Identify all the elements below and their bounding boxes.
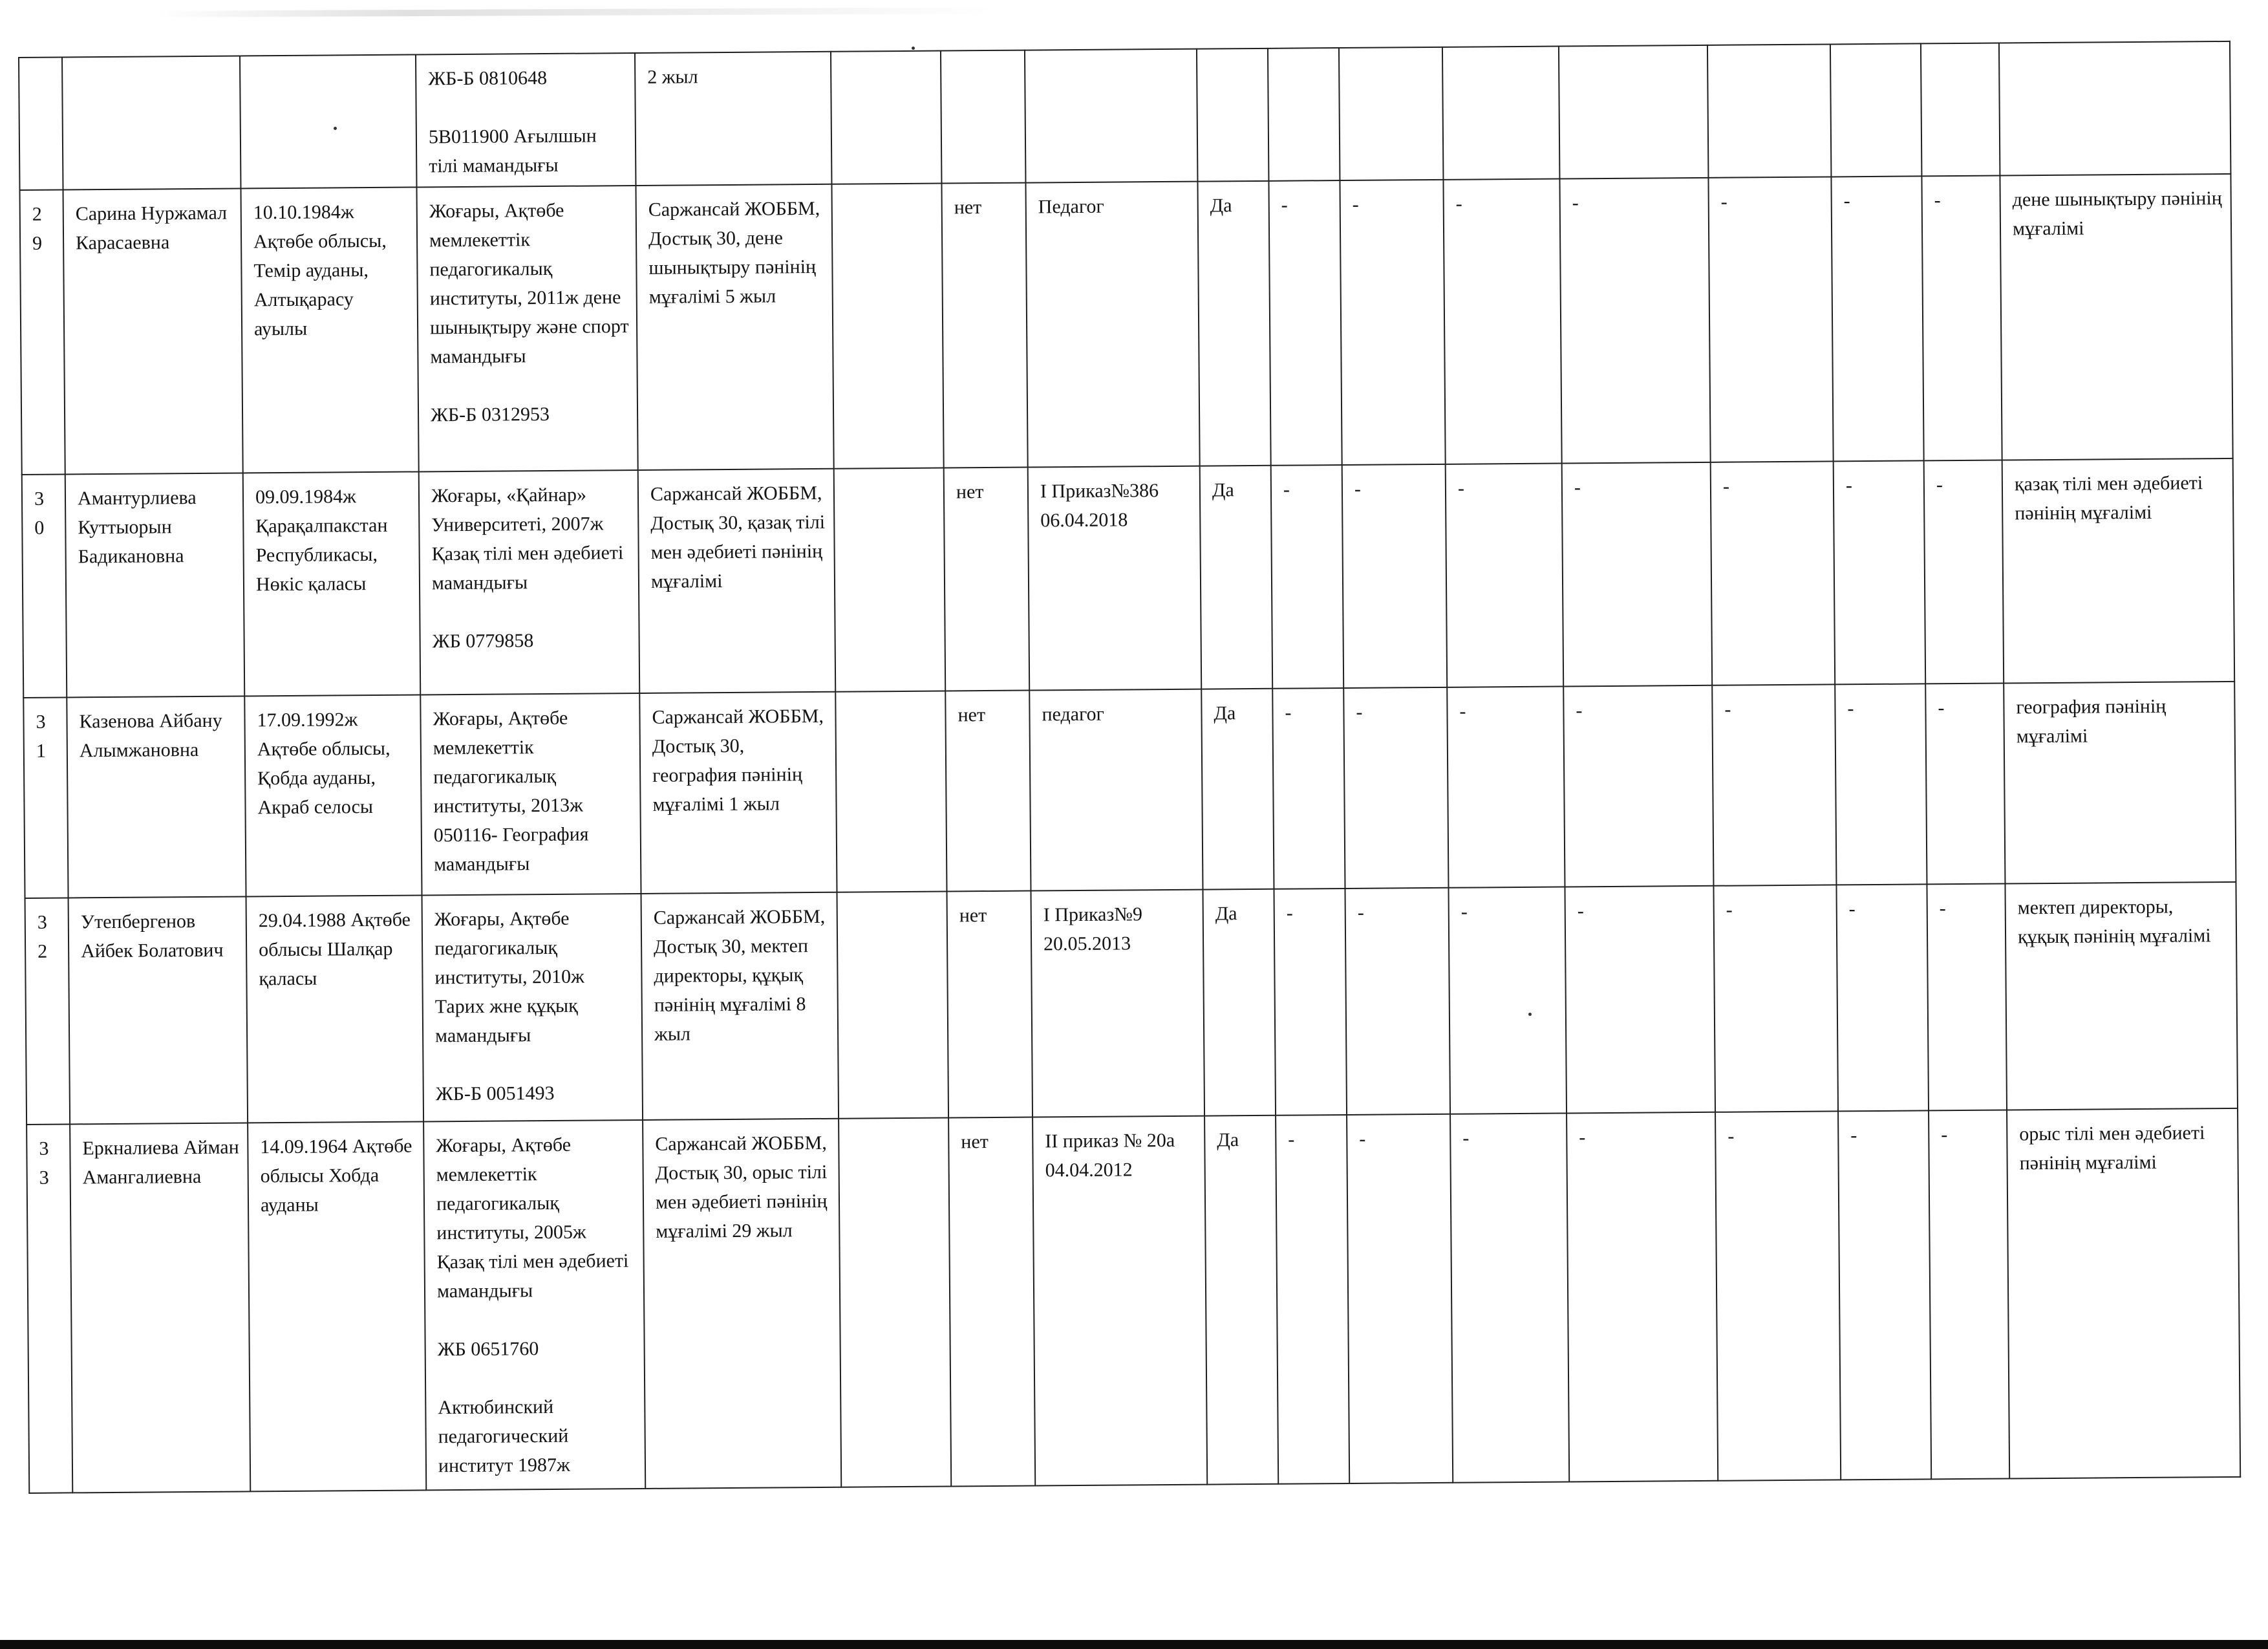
cell-dash: -: [1713, 885, 1838, 1112]
cell-category: II приказ № 20а 04.04.2012: [1032, 1116, 1207, 1486]
cell-empty: [941, 50, 1025, 184]
cell-dash: -: [1708, 177, 1833, 462]
cell-birth: [240, 54, 416, 188]
cell-category: Педагог: [1025, 182, 1199, 468]
table-row: [27, 1108, 2240, 1493]
cell-dash: -: [1831, 176, 1923, 461]
cell-category: педагог: [1029, 689, 1203, 891]
cell-dash: -: [1446, 464, 1564, 687]
cell-empty: [831, 184, 943, 469]
cell-name: Сарина Нуржамал Карасаевна: [63, 188, 243, 474]
cell-status: нет: [941, 183, 1027, 468]
cell-dash: -: [1836, 884, 1929, 1111]
cell-dash: -: [1274, 889, 1347, 1116]
cell-workplace: Саржансай ЖОББМ, Достық 30, қазақ тілі мен әдебиеті пәнінің мұғалімі: [638, 469, 836, 693]
cell-dash: -: [1711, 461, 1835, 685]
table-row: [25, 882, 2238, 1125]
cell-empty: [1559, 45, 1708, 179]
cell-position: қазақ тілі мен әдебиеті пәнінің мұғалімі: [2002, 458, 2235, 684]
cell-position: география пәнінің мұғалімі: [2004, 682, 2236, 884]
cell-empty: [1025, 49, 1197, 183]
cell-dash: -: [1448, 887, 1567, 1114]
cell-dash: -: [1343, 687, 1448, 889]
cell-name: Амантурлиева Куттыорын Бадикановна: [65, 473, 245, 697]
cell-name: Утепбергенов Айбек Болатович: [69, 896, 248, 1124]
cell-dash: -: [1927, 884, 2007, 1111]
cell-dash: -: [1565, 886, 1715, 1114]
cell-birth: 29.04.1988 Ақтөбе облысы Шалқар қаласы: [246, 895, 424, 1123]
cell-dash: -: [1450, 1113, 1569, 1482]
cell-status: нет: [945, 691, 1031, 892]
cell-workplace: Саржансай ЖОББМ, Достық 30, орыс тілі мен әдебиеті пәнінің мұғалімі 29 жыл: [643, 1119, 841, 1489]
cell-position: мектеп директоры, құқық пәнінің мұғалімі: [2005, 882, 2238, 1110]
cell-empty: [1707, 44, 1831, 177]
cell-dash: -: [1921, 176, 2002, 461]
cell-education: Жоғары, Ақтөбе мемлекеттік педагогикалық институты, 2013ж 050116- География мамандығы: [420, 693, 641, 895]
cell-status: нет: [944, 468, 1030, 691]
cell-birth: 09.09.1984ж Қарақалпакстан Республикасы, Нөкіс қаласы: [243, 471, 421, 696]
cell-empty: [834, 468, 946, 692]
cell-dash: -: [1340, 180, 1445, 465]
cell-workplace: 2 жыл: [635, 52, 831, 186]
cell-dash: -: [1562, 462, 1713, 687]
cell-position: орыс тілі мен әдебиеті пәнінің мұғалімі: [2007, 1108, 2240, 1479]
cell-number: 3 0: [22, 474, 67, 697]
cell-yes: Да: [1197, 181, 1270, 466]
cell-birth: 17.09.1992ж Ақтөбе облысы, Қобда ауданы, Акраб селосы: [244, 695, 422, 896]
cell-dash: -: [1342, 464, 1448, 688]
cell-empty: [839, 1117, 951, 1487]
cell-empty: [1830, 43, 1921, 177]
cell-dash: -: [1563, 685, 1713, 887]
cell-dash: -: [1347, 1114, 1453, 1483]
cell-status: нет: [948, 1117, 1035, 1487]
cell-empty: [1339, 47, 1443, 180]
cell-dash: -: [1838, 1110, 1931, 1480]
cell-category: I Приказ№386 06.04.2018: [1028, 466, 1202, 691]
cell-dash: -: [1924, 460, 2004, 684]
cell-dash: -: [1834, 460, 1926, 684]
cell-empty: [835, 691, 947, 892]
table-row: [22, 458, 2234, 698]
cell-empty: [1268, 48, 1340, 181]
cell-dash: -: [1271, 465, 1344, 689]
cell-yes: Да: [1201, 689, 1274, 890]
cell-workplace: Саржансай ЖОББМ, Достық 30, дене шынықтыру пәнінің мұғалімі 5 жыл: [636, 184, 833, 470]
cell-education: ЖБ-Б 0810648 5В011900 Ағылшын тілі мамандығы: [416, 53, 636, 187]
cell-birth: 14.09.1964 Ақтөбе облысы Хобда ауданы: [248, 1121, 426, 1491]
cell-name: Казенова Айбану Алымжановна: [67, 696, 246, 898]
cell-yes: Да: [1204, 1116, 1278, 1485]
cell-dash: -: [1925, 684, 2005, 885]
cell-number: [19, 58, 63, 190]
cell-dash: -: [1835, 684, 1927, 885]
cell-dash: -: [1272, 688, 1345, 889]
cell-education: Жоғары, Ақтөбе мемлекеттік педагогикалық институты, 2011ж дене шынықтыру және спорт мамандығы ЖБ-Б 0312953: [416, 186, 637, 471]
cell-empty: [1197, 48, 1268, 182]
staff-table: [18, 41, 2241, 1494]
cell-workplace: Саржансай ЖОББМ, Достық 30, мектеп директоры, құқық пәнінің мұғалімі 8 жыл: [641, 892, 839, 1120]
table-row: [19, 41, 2231, 190]
scan-bottom-edge: [0, 1640, 2268, 1649]
cell-empty: [1999, 41, 2231, 176]
cell-dash: -: [1268, 180, 1342, 466]
scan-speck: [912, 47, 915, 50]
cell-number: 3 2: [25, 898, 70, 1124]
cell-birth: 10.10.1984ж Ақтөбе облысы, Темір ауданы, Алтықарасу ауылы: [241, 187, 419, 473]
cell-dash: -: [1447, 687, 1565, 888]
cell-education: Жоғары, Ақтөбе педагогикалық институты, 2010ж Тарих жне құқық мамандығы ЖБ-Б 0051493: [422, 894, 643, 1121]
cell-empty: [1442, 47, 1559, 180]
cell-dash: -: [1443, 179, 1561, 464]
cell-dash: -: [1276, 1115, 1349, 1484]
cell-empty: [837, 892, 949, 1119]
cell-dash: -: [1712, 684, 1836, 885]
cell-dash: -: [1929, 1110, 2009, 1479]
cell-empty: [1921, 43, 2000, 177]
table-row: [23, 682, 2236, 898]
cell-empty: [831, 51, 941, 184]
cell-yes: Да: [1203, 889, 1276, 1116]
cell-status: нет: [947, 891, 1032, 1118]
cell-dash: -: [1559, 178, 1710, 464]
cell-name: [62, 56, 241, 189]
scan-smudge: [155, 7, 996, 17]
cell-dash: -: [1345, 888, 1450, 1115]
cell-number: 3 1: [23, 697, 68, 898]
cell-education: Жоғары, «Қайнар» Университеті, 2007ж Қазақ тілі мен әдебиеті мамандығы ЖБ 0779858: [419, 470, 640, 695]
cell-number: 2 9: [20, 189, 65, 474]
cell-education: Жоғары, Ақтөбе мемлекеттік педагогикалық институты, 2005ж Қазақ тілі мен әдебиеті мамандығы ЖБ 0651760 Актюбинский педагогический институт 1987ж: [423, 1120, 645, 1490]
cell-category: I Приказ№9 20.05.2013: [1031, 890, 1204, 1117]
table-row: [20, 174, 2233, 475]
cell-name: Еркналиева Айман Амангалиевна: [70, 1123, 250, 1493]
cell-dash: -: [1567, 1112, 1718, 1482]
cell-workplace: Саржансай ЖОББМ, Достық 30, география пәнінің мұғалімі 1 жыл: [639, 692, 837, 894]
cell-dash: -: [1715, 1111, 1841, 1480]
cell-yes: Да: [1200, 466, 1273, 689]
cell-position: дене шынықтыру пәнінің мұғалімі: [2000, 174, 2232, 460]
cell-number: 3 3: [27, 1124, 72, 1493]
